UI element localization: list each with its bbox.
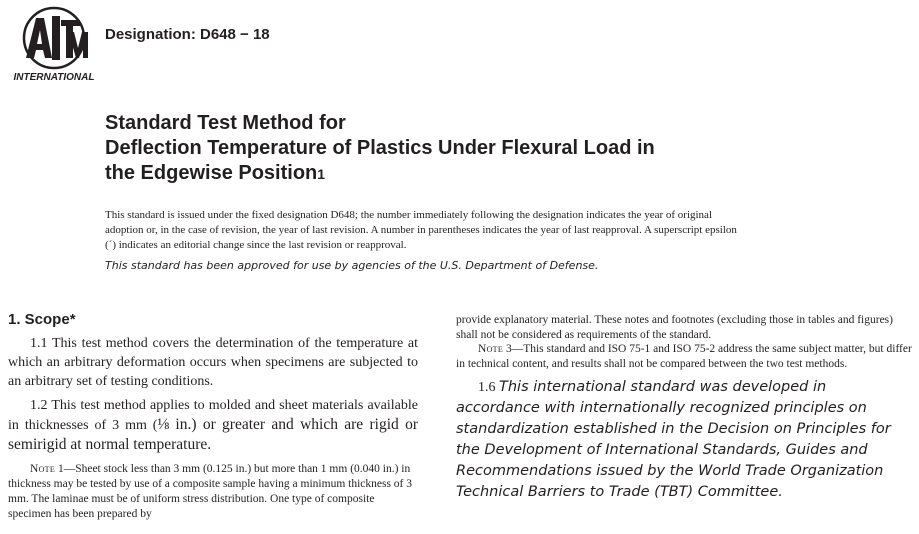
logo-wordmark: INTERNATIONAL bbox=[13, 72, 95, 83]
fraction: ⅛ bbox=[157, 416, 170, 433]
section-1-2-part-a: 1.2 This test method applies to molded and sheet materials available in thicknesses of 3 mm ( bbox=[8, 398, 418, 433]
section-1-1: 1.1 This test method covers the determination of the temperature at which an arbitrary deformation occurs when specimens are subjected to an arbitrary set of testing conditions. bbox=[8, 336, 418, 389]
scope-heading: 1. Scope* bbox=[8, 311, 76, 328]
note-1-label: Note bbox=[30, 463, 56, 475]
dod-approval: This standard has been approved for use by agencies of the U.S. Department of Defense. bbox=[105, 259, 599, 272]
section-1-2 bbox=[8, 396, 418, 455]
note-1-text: 1—Sheet stock less than 3 mm (0.125 in.) but more than 1 mm (0.040 in.) in thickness may be tested by use of a composite sample having a minimum thickness of 3 mm. The laminae must be of uniform stress distribution. One type of composite specimen has been prepared by bbox=[8, 463, 413, 520]
title-line-3 bbox=[105, 161, 745, 187]
section-1-6-text: This international standard was developed in accordance with internationally recognized principles on standardization established in the Decision on Principles for the Development of International Standards, Guides and Recommendations issued by the World Trade Organization Technical Barriers to Trade (TBT) Committee. bbox=[456, 379, 891, 500]
astm-logo bbox=[8, 6, 100, 84]
note-3-text: 3—This standard and ISO 75-1 and ISO 75-2 address the same subject matter, but differ in technical content, and results shall not be compared between the two test methods. bbox=[456, 343, 912, 370]
section-1-2-part-b: in.) or greater and which are rigid or semirigid at normal temperature. bbox=[8, 416, 419, 453]
note-1 bbox=[8, 462, 418, 522]
title-line-2: Deflection Temperature of Plastics Under Flexural Load in bbox=[105, 137, 655, 159]
note-3 bbox=[456, 342, 912, 371]
note-3-label: Note bbox=[478, 343, 504, 355]
left-column bbox=[8, 311, 418, 522]
document-title bbox=[105, 111, 745, 187]
issued-statement: This standard is issued under the fixed designation D648; the number immediately following the designation indicates the year of original adoption or, in the case of revision, the year of last revision. A number in parentheses indicates the year of last reapproval. A superscript epsilon (´) indicates an editorial change since the last revision or reapproval. bbox=[105, 209, 737, 251]
title-line-1: Standard Test Method for bbox=[105, 112, 346, 134]
designation: Designation: D648 − 18 bbox=[105, 26, 270, 43]
title-footnote-mark[interactable]: 1 bbox=[317, 166, 326, 182]
section-1-6-number: 1.6 bbox=[478, 380, 499, 395]
title-line-3-text: the Edgewise Position bbox=[105, 162, 318, 184]
section-1-6 bbox=[456, 377, 912, 503]
right-column bbox=[456, 313, 912, 517]
continued-note-text: provide explanatory material. These notes and footnotes (excluding those in tables and figures) shall not be considered as requirements of the standard. bbox=[456, 314, 893, 341]
